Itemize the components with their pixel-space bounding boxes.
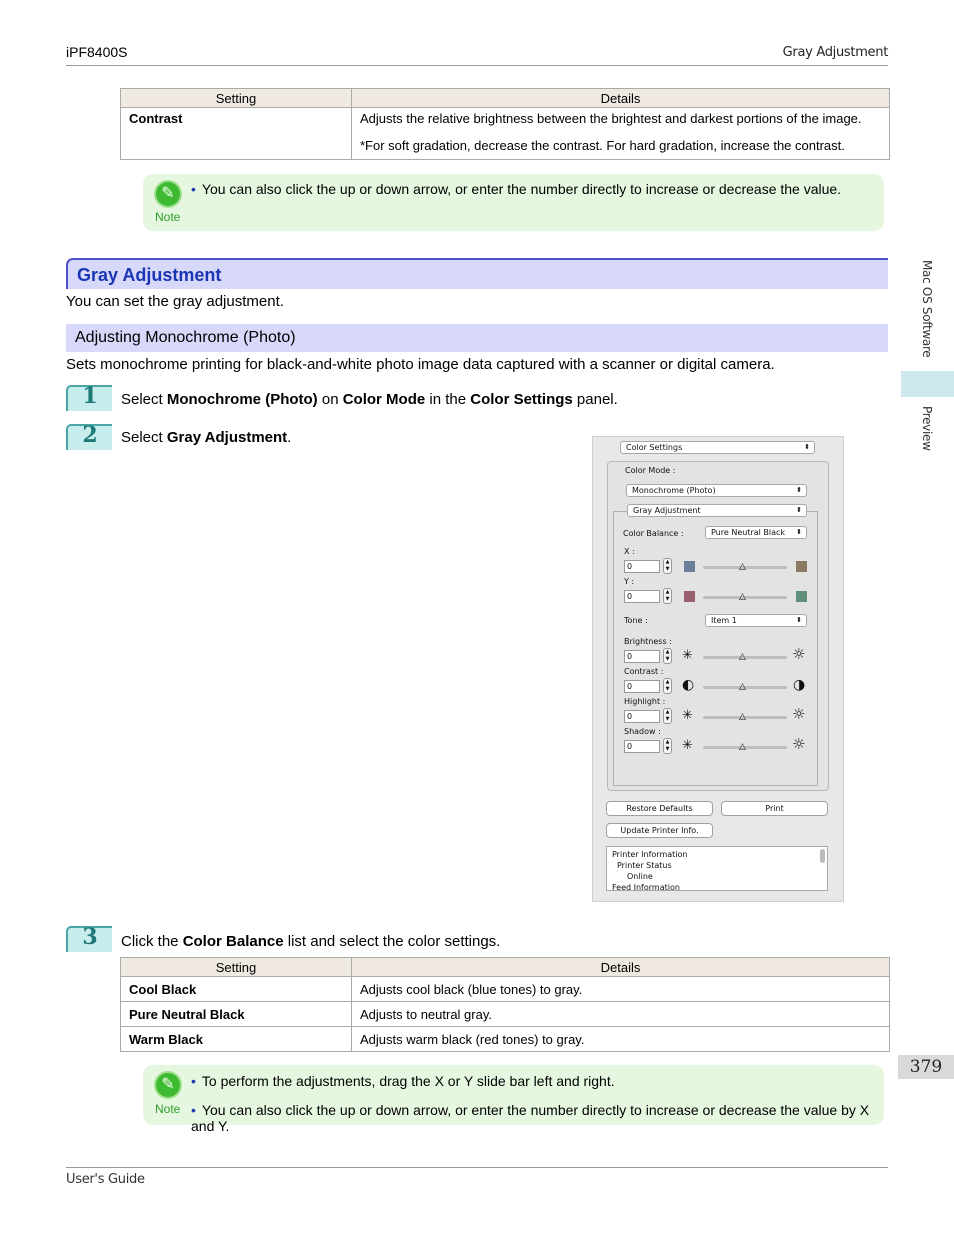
bright-sun-icon: ☼ [792,705,806,723]
gray-adjustment-select[interactable]: Gray Adjustment ⬍ [627,504,807,517]
x-left-swatch [684,561,695,572]
tone-select[interactable]: Item 1 ⬍ [705,614,807,627]
step-number-2: 2 [66,424,112,450]
x-slider-thumb[interactable]: △ [739,562,746,572]
color-balance-label: Color Balance : [623,529,684,538]
footer-text: User's Guide [66,1172,145,1187]
table-cell-details: Adjusts to neutral gray. [352,1002,890,1027]
brightness-input[interactable]: 0 [624,650,660,663]
note-box [143,174,884,231]
color-mode-label: Color Mode : [625,466,676,475]
shadow-input[interactable]: 0 [624,740,660,753]
pencil-icon: ✎ [154,180,182,208]
table-cell-setting: Cool Black [121,977,352,1002]
footer-rule [66,1167,888,1168]
highlight-slider-thumb[interactable]: △ [739,712,746,722]
stepper-arrows-icon: ⬍ [796,616,802,624]
shadow-label: Shadow : [624,727,661,736]
section-intro: You can set the gray adjustment. [66,293,284,310]
brightness-stepper[interactable]: ▲ ▼ [663,648,672,664]
brightness-slider-thumb[interactable]: △ [739,652,746,662]
low-contrast-icon: ◐ [682,677,695,693]
contrast-table [120,88,890,160]
y-left-swatch [684,591,695,602]
y-slider-thumb[interactable]: △ [739,592,746,602]
side-tab-preview[interactable]: Preview [920,406,934,451]
step-2-text: Select Gray Adjustment. [121,429,292,446]
subsection-intro: Sets monochrome printing for black-and-white photo image data captured with a scanner or digital camera. [66,356,775,373]
table-cell-setting: Contrast [121,108,352,160]
note-item: • You can also click the up or down arrow, or enter the number directly to increase or decrease the value. [191,181,842,197]
table-header-setting: Setting [121,958,352,977]
table-cell-details [352,108,890,160]
color-settings-panel [592,436,844,902]
color-balance-table [120,957,890,1052]
note-box [143,1065,884,1134]
table-row [121,1027,890,1052]
table-cell-setting: Warm Black [121,1027,352,1052]
color-mode-select[interactable]: Monochrome (Photo) ⬍ [626,484,807,497]
y-stepper[interactable]: ▲ ▼ [663,588,672,604]
header-rule [66,65,888,66]
bright-sun-icon: ☼ [792,735,806,753]
side-tab-highlight [901,371,954,397]
section-title: Gray Adjustment [77,265,222,285]
y-input[interactable]: 0 [624,590,660,603]
note-label: Note [155,210,181,224]
contrast-input[interactable]: 0 [624,680,660,693]
detail-line-1: Adjusts the relative brightness between the brightest and darkest portions of the image. [360,111,862,126]
contrast-slider-thumb[interactable]: △ [739,682,746,692]
update-printer-info-button[interactable]: Update Printer Info. [606,823,713,838]
tone-label: Tone : [624,616,648,625]
contrast-label: Contrast : [624,667,664,676]
restore-defaults-button[interactable]: Restore Defaults [606,801,713,816]
x-stepper[interactable]: ▲ ▼ [663,558,672,574]
step-1-text: Select Monochrome (Photo) on Color Mode in the Color Settings panel. [121,391,618,408]
table-cell-setting: Pure Neutral Black [121,1002,352,1027]
table-header-details: Details [352,958,890,977]
section-heading-bar [66,258,888,289]
contrast-stepper[interactable]: ▲ ▼ [663,678,672,694]
high-contrast-icon: ◑ [793,677,806,693]
step-number-3: 3 [66,926,112,952]
y-right-swatch [796,591,807,602]
printer-info-box [606,846,828,891]
shadow-slider-thumb[interactable]: △ [739,742,746,752]
table-row [121,1002,890,1027]
stepper-arrows-icon: ⬍ [796,528,802,536]
panel-select-menu[interactable]: Color Settings ⬍ [620,441,815,454]
x-input[interactable]: 0 [624,560,660,573]
subsection-heading-bar [66,324,888,352]
dim-sun-icon: ✳ [682,738,693,753]
dim-sun-icon: ✳ [682,648,693,663]
step-3-text: Click the Color Balance list and select the color settings. [121,933,501,950]
x-right-swatch [796,561,807,572]
side-tab-mac-os-software[interactable]: Mac OS Software [920,260,934,358]
table-cell-details: Adjusts cool black (blue tones) to gray. [352,977,890,1002]
stepper-arrows-icon: ⬍ [796,506,802,514]
subsection-title: Adjusting Monochrome (Photo) [75,329,296,346]
highlight-input[interactable]: 0 [624,710,660,723]
table-header-details: Details [352,89,890,108]
dim-sun-icon: ✳ [682,708,693,723]
note-item: • You can also click the up or down arrow, or enter the number directly to increase or decrease the value by X and Y. [191,1102,870,1134]
note-label: Note [155,1102,181,1116]
header-section: Gray Adjustment [782,45,888,60]
table-cell-details: Adjusts warm black (red tones) to gray. [352,1027,890,1052]
step-number-1: 1 [66,385,112,411]
highlight-label: Highlight : [624,697,666,706]
color-balance-select[interactable]: Pure Neutral Black ⬍ [705,526,807,539]
highlight-stepper[interactable]: ▲ ▼ [663,708,672,724]
brightness-label: Brightness : [624,637,672,646]
info-scrollbar[interactable] [820,849,825,863]
stepper-arrows-icon: ⬍ [796,486,802,494]
table-header-setting: Setting [121,89,352,108]
x-label: X : [624,547,635,556]
stepper-arrows-icon: ⬍ [804,443,810,451]
info-line: Printer Information [612,850,688,859]
info-line: Feed Information [612,883,680,891]
note-item: • To perform the adjustments, drag the X or Y slide bar left and right. [191,1073,615,1089]
bright-sun-icon: ☼ [792,645,806,663]
detail-line-2: *For soft gradation, decrease the contrast. For hard gradation, increase the contrast. [360,138,845,153]
print-button[interactable]: Print [721,801,828,816]
table-row [121,977,890,1002]
info-line: Online [627,872,653,881]
info-line: Printer Status [617,861,672,870]
pencil-icon: ✎ [154,1071,182,1099]
header-model: iPF8400S [66,44,128,60]
y-label: Y : [624,577,635,586]
shadow-stepper[interactable]: ▲ ▼ [663,738,672,754]
page-number: 379 [898,1055,954,1079]
